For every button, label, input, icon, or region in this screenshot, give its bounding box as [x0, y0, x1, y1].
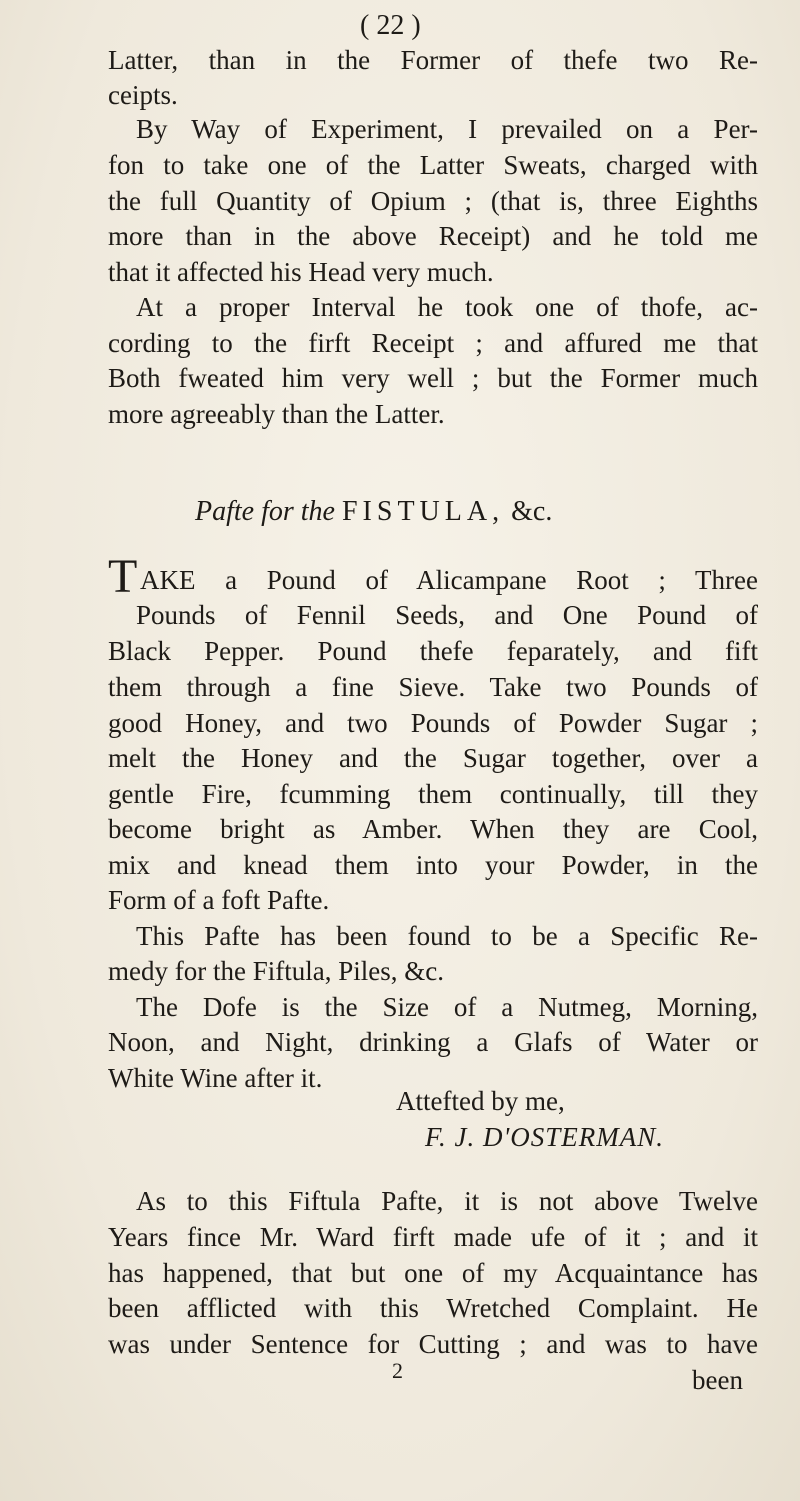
recipe-line-7: gentle Fire, fcumming them continually, till they: [108, 779, 758, 809]
text-line-5: the full Quantity of Opium ; (that is, three Eighths: [108, 186, 758, 216]
section-title-suffix: &c.: [511, 496, 553, 527]
recipe-line-11: This Pafte has been found to be a Specific Re-: [136, 921, 758, 951]
text-line-2: ceipts.: [108, 80, 178, 110]
section-title-prefix: Pafte for the: [195, 496, 335, 527]
closing-line-3: has happened, that but one of my Acquaintance has: [108, 1258, 758, 1288]
recipe-line-9: mix and knead them into your Powder, in the: [108, 850, 758, 880]
closing-line-5: was under Sentence for Cutting ; and was to have: [108, 1329, 758, 1359]
text-line-4: fon to take one of the Latter Sweats, charged with: [108, 150, 758, 180]
attestation-name: F. J. D'OSTERMAN.: [425, 1122, 665, 1152]
signature-mark: 2: [392, 1358, 403, 1383]
page-number: ( 22 ): [360, 10, 421, 41]
text-line-3: By Way of Experiment, I prevailed on a Per-: [136, 114, 758, 144]
closing-line-2: Years fince Mr. Ward firft made ufe of it ; and it: [108, 1222, 758, 1252]
line-1-text: Latter, than in the Former of thefe two Re-: [108, 45, 758, 75]
attestation-line: Attefted by me,: [396, 1086, 565, 1116]
text-line-7: that it affected his Head very much.: [108, 257, 494, 287]
recipe-line-15: White Wine after it.: [108, 1063, 323, 1093]
recipe-line-6: melt the Honey and the Sugar together, over a: [108, 743, 758, 773]
drop-cap: T: [108, 550, 138, 603]
recipe-line-2: Pounds of Fennil Seeds, and One Pound of: [136, 600, 758, 630]
recipe-line-13: The Dofe is the Size of a Nutmeg, Morning,: [136, 992, 758, 1022]
text-line-6: more than in the above Receipt) and he told me: [108, 221, 758, 251]
recipe-line-5: good Honey, and two Pounds of Powder Sugar ;: [108, 708, 758, 738]
closing-line-1: As to this Fiftula Pafte, it is not above Twelve: [136, 1186, 758, 1216]
recipe-line-3: Black Pepper. Pound thefe feparately, and fift: [108, 636, 758, 666]
recipe-line-14: Noon, and Night, drinking a Glafs of Water or: [108, 1027, 758, 1057]
recipe-line-8: become bright as Amber. When they are Cool,: [108, 814, 758, 844]
recipe-line-12: medy for the Fiftula, Piles, &c.: [108, 956, 444, 986]
section-title: [195, 495, 552, 529]
catchword: been: [692, 1365, 743, 1395]
text-line-10: Both fweated him very well ; but the Former much: [108, 363, 758, 393]
closing-line-4: been afflicted with this Wretched Complaint. He: [108, 1293, 758, 1323]
text-line-1: [108, 43, 758, 77]
section-title-main: FISTULA,: [341, 496, 505, 527]
text-line-11: more agreeably than the Latter.: [108, 399, 445, 429]
text-line-9: cording to the firft Receipt ; and affured me that: [108, 328, 758, 358]
recipe-line-1: AKE a Pound of Alicampane Root ; Three: [140, 565, 758, 595]
text-line-8: At a proper Interval he took one of thofe, ac-: [136, 292, 758, 322]
recipe-line-10: Form of a foft Pafte.: [108, 885, 330, 915]
recipe-line-4: them through a fine Sieve. Take two Pounds of: [108, 672, 758, 702]
